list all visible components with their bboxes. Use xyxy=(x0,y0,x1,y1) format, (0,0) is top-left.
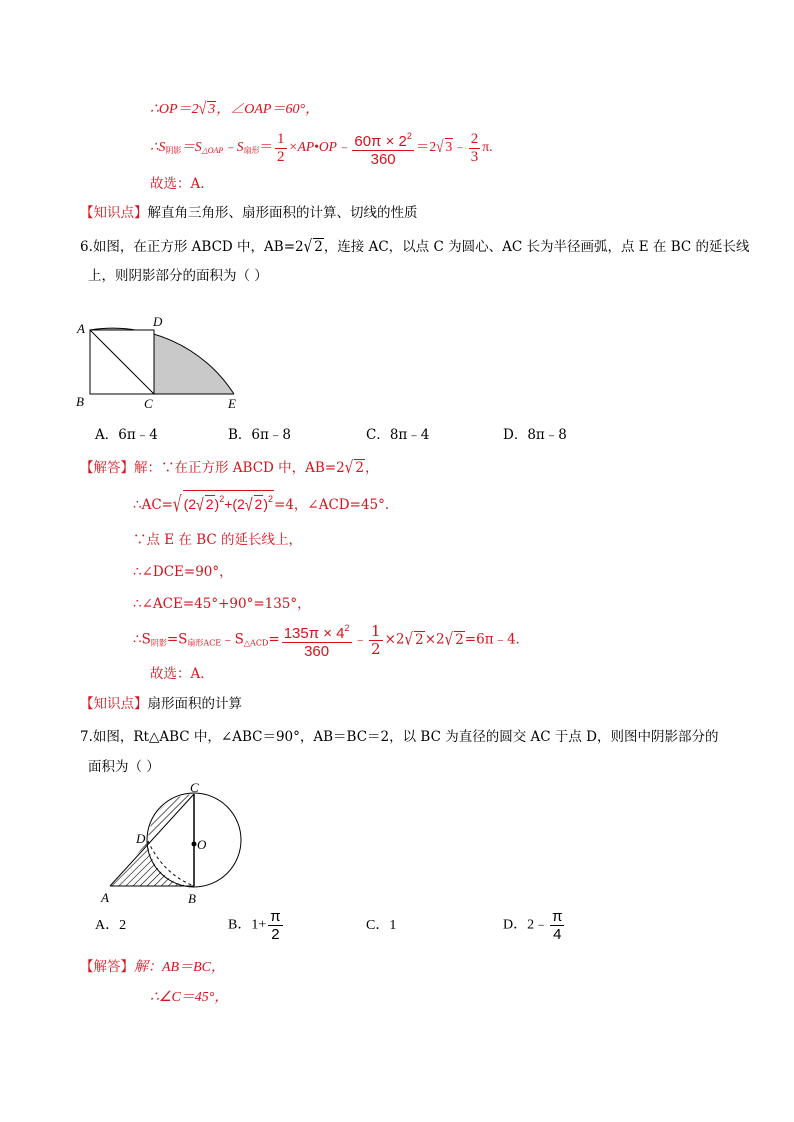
q7-option-b[interactable]: B．1+ $\frac{\pi}{2}$ xyxy=(228,908,281,943)
s6-line4: ∴∠DCE=90°， xyxy=(133,564,233,580)
q7-center-dot xyxy=(192,842,197,847)
s6-line3: ∵点 E 在 BC 的延长线上， xyxy=(133,532,303,548)
q7-option-d[interactable]: D．2﹣ $\frac{\pi}{4}$ xyxy=(503,908,563,943)
q6-label-c: C xyxy=(144,396,153,411)
q7-label-c: C xyxy=(190,782,199,795)
s7-line2: ∴∠C＝45°， xyxy=(150,990,229,1005)
s6-answer: 故选：A． xyxy=(150,666,214,682)
q7-stem-line2: 面积为（ ） xyxy=(88,759,160,775)
q7-figure xyxy=(88,782,258,907)
knowledge-point-5: 【知识点】解直角三角形、扇形面积的计算、切线的性质 xyxy=(80,205,418,221)
p5-area-formula: $\therefore S_{阴影}=S_{\triangle OAP}﹣S_{扇形}=$ $\frac{1}{2}$ ×AP•OP﹣ $\frac{60\pi \times 2^2}{360}$ ＝2√ 3﹣ $\frac{2}{3}$ π. xyxy=(150,128,493,168)
q7-label-d: D xyxy=(136,831,146,846)
q6-option-d[interactable]: D．8π﹣8 xyxy=(503,427,567,443)
q7-label-a: A xyxy=(101,890,109,905)
q7-option-a[interactable]: A．2 xyxy=(95,918,127,933)
q6-label-b: B xyxy=(76,394,84,409)
s6-line2: ∴AC=√ (2√ 2)$^2$+(2√ 2)$^2$=4，∠ACD=45°． xyxy=(133,490,398,515)
knowledge-point-6: 【知识点】扇形面积的计算 xyxy=(80,696,242,712)
q7-hatched-lower xyxy=(110,841,194,886)
p5-line1: ∴OP＝2√ 3，∠OAP＝60°， xyxy=(150,100,320,119)
q7-option-c[interactable]: C．1 xyxy=(366,918,397,933)
q6-stem-line2: 上，则阴影部分的面积为（ ） xyxy=(88,268,268,284)
s7-line1: 【解答】解：AB＝BC， xyxy=(80,959,225,975)
s6-line5: ∴∠ACE=45°+90°=135°， xyxy=(133,596,311,612)
q6-label-a: A xyxy=(77,321,85,336)
q6-stem-line1: 6.如图，在正方形 ABCD 中，AB=2√ 2，连接 AC，以点 C 为圆心、AC 长为半径画弧，点 E 在 BC 的延长线 xyxy=(80,237,750,257)
s6-line1: 【解答】解：∵在正方形 ABCD 中，AB=2√ 2， xyxy=(80,458,379,478)
q6-option-c[interactable]: C．8π﹣4 xyxy=(366,427,430,443)
q6-label-e: E xyxy=(228,396,236,411)
q6-label-d: D xyxy=(153,314,163,329)
q7-stem-line1: 7.如图，Rt△ABC 中，∠ABC＝90°，AB＝BC＝2，以 BC 为直径的圆交 AC 于点 D，则图中阴影部分的 xyxy=(80,729,719,745)
q6-figure xyxy=(70,300,260,415)
p5-answer: 故选：A. xyxy=(150,176,205,192)
q7-label-b: B xyxy=(188,891,196,906)
q6-option-a[interactable]: A．6π﹣4 xyxy=(95,427,158,443)
s6-area-formula: $\therefore S_{阴影}=S_{扇形ACE}﹣S_{\triangle ACD}=$ $\frac{135\pi \times 4^2}{360}$ ﹣ $\frac{1}{2}$ ×2√ 2×2√ 2=6π﹣4． xyxy=(133,621,530,660)
q7-label-o: O xyxy=(197,837,207,852)
q6-option-b[interactable]: B．6π﹣8 xyxy=(228,427,291,443)
